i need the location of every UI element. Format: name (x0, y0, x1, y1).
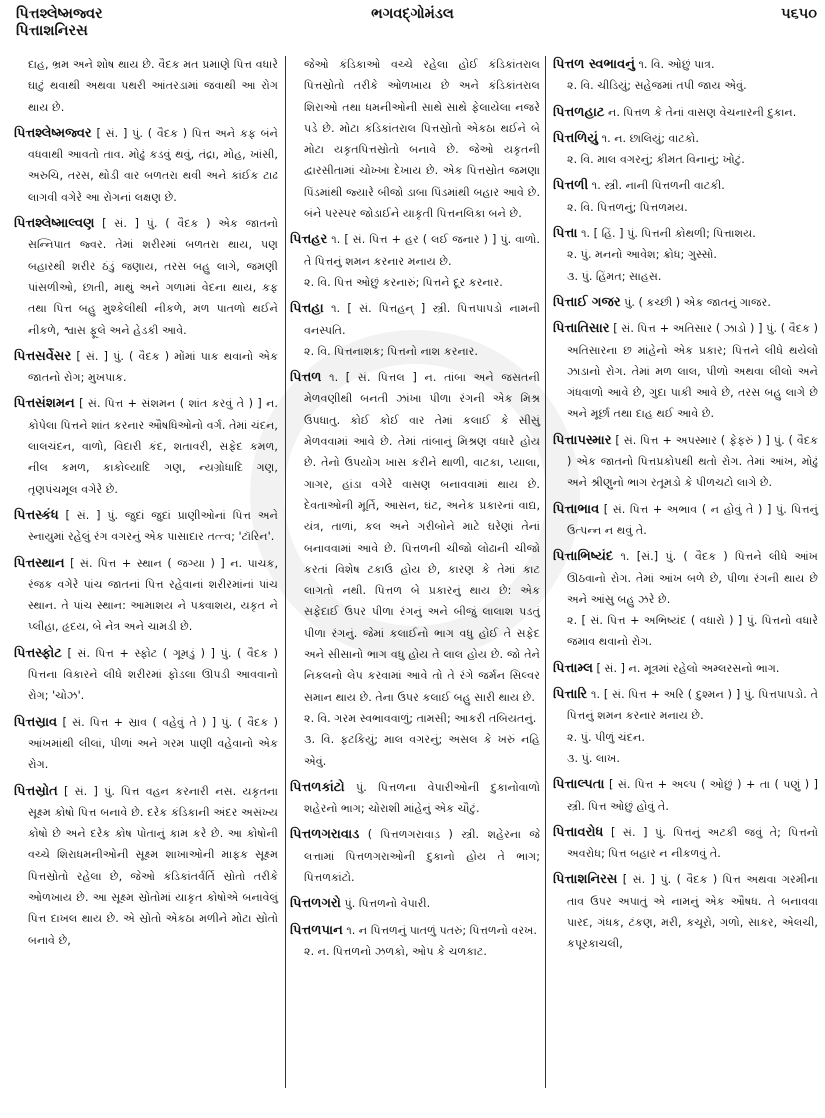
entry-sense: ૨. ન. પિત્તળનો ઝળકો, ઓપ કે ચળકાટ. (304, 944, 487, 958)
entry-sense: ૨. વિ. માલ વગરનું; કીમત વિનાનું; ખોટું. (567, 153, 745, 167)
entry-definition (553, 102, 818, 123)
entry-text: ન. પિત્તળ કે તેનાં વાસણ વેચનારની દુકાન. (608, 105, 797, 119)
dictionary-entry (553, 175, 818, 218)
entry-text: પું. ( કચ્છી ) એક જાતનું ગાજર. (624, 295, 771, 309)
entry-definition (14, 505, 278, 548)
dictionary-entry (553, 658, 818, 679)
entry-text: દાહ, ભ્રમ અને શોષ થાય છે. વૈદક મત પ્રમાણે પિત્ત વધારે ઘાટું થવાથી અથવા પથરી આંતરડામાં જવાથી આ રોગ થાય છે. (28, 58, 278, 114)
dictionary-entry (290, 824, 540, 888)
column-3 (553, 54, 818, 960)
entry-text: [ સં. ] પું. પિત્તનું અટકી જવું તે; પિત્તનો અવરોધ; પિત્ત બહાર ન નીકળવું તે. (567, 825, 818, 861)
entry-headword: પિત્તશ્લેષ્મજ્વર (14, 125, 92, 141)
entry-text: ૧. ન પિત્તળનું પાતળું પતરું; પિત્તળનો વરખ. (346, 923, 537, 937)
entry-sense: ૨. વિ. પિત્તળનું; પિત્તળમય. (567, 200, 688, 214)
page-number: ૫૬૫૦ (781, 6, 817, 22)
entry-definition (553, 546, 818, 610)
entry-text: જેઓ કંડિકાઓ વચ્ચે રહેલા હોઈ કંડિકાંતરાલ પિત્તસ્રોતો તરીકે ઓળખાય છે અને કંડિકાંતરાલ શિરાઓ તથા ધમનીઓની સાથે સાથે ફેલાયેલા નજરે પડે છે. મોટા કંડિકાંતરાલ પિત્તસ્રોતો એકઠા થઈને બે મોટા યકૃતપિત્તસ્રોતો બનાવે છે. જેઓ યકૃતની દ્વારસીતામાં ચોખ્ખા દેખાય છે. એક પિત્તસ્રોત જમણા પિંડમાંથી જ્યારે બીજો ડાબા પિંડમાંથી બહાર આવે છે. બંને પરસ્પર જોડાઈને યાકૃતી પિત્તનલિકા બને છે. (304, 58, 540, 221)
column-2 (290, 54, 540, 967)
entry-definition (553, 128, 818, 149)
entry-text: [ સં. પિત્ત + સ્રાવ ( વહેવું તે ) ] પું. ( વૈદક ) આંખમાંથી લીલાં, પીળાં અને ગરમ પાણી વહેવાનો એક રોગ. (28, 715, 278, 772)
entry-definition (290, 54, 540, 224)
entry-definition (14, 346, 278, 389)
entry-headword: પિત્તસ્થાન (14, 555, 65, 571)
entry-text: ૧. ન. છાલિયું; વાટકો. (601, 131, 699, 145)
dictionary-entry (553, 292, 818, 313)
dictionary-entry (553, 546, 818, 652)
entry-headword: પિત્તાપસ્માર (553, 432, 612, 448)
dictionary-entry (290, 54, 540, 224)
entry-sense: ૨. પું. મનનો આવેશ; ક્રોધ; ગુસ્સો. (567, 248, 717, 262)
entry-headword: પિત્તાવરોધ (553, 824, 604, 840)
entry-sense: ૨. વિ. ચીડિયું; સહેજમાં તપી જાય એવું. (567, 79, 747, 93)
entry-text: [ સં. પિત્ત + સ્થાન ( જગ્યા ) ] ન. પાચક, રંજક વગેરે પાંચ જાતનાં પિત્ત રહેવાનાં શરીરમાંનાં પાંચ સ્થાન. તે પાંચ સ્થાન: આમાશય ને પક્વાશય, યકૃત ને પ્લીહા, હૃદય, બે નેત્ર અને ચામડી છે. (28, 556, 278, 634)
entry-definition (553, 223, 818, 244)
entry-text: [ સં. ] પું. ( વૈદક ) પિત્ત અથવા ગરમીના તાવ ઉપર અપાતું એ નામનું એક ઔષધ. તે બનાવવા પારદ, ગંધક, ટંકણ, મરી, કચૂરો, ગળો, સાકર, એલચી, કપૂરકાચલી, (567, 873, 818, 951)
entry-headword: પિત્તળ સ્વભાવનું (553, 57, 635, 72)
dictionary-entry (553, 318, 818, 424)
entry-sense: ૩. પું. હિંમત; સાહસ. (567, 269, 662, 283)
entry-definition (553, 175, 818, 196)
entry-text: ૧. [ હિં. ] પું. પિત્તની કોથળી; પિત્તાશય. (581, 227, 756, 241)
dictionary-entry (553, 128, 818, 171)
page-header (0, 0, 825, 52)
dictionary-entry (14, 393, 278, 499)
entry-definition (553, 54, 818, 75)
dictionary-entry (14, 346, 278, 389)
entry-headword: પિત્તસ્રોત (14, 783, 58, 799)
entry-text: [ સં. પિત્ત + સંશમન ( શાંત કરવું તે ) ] ન. કોપેલા પિત્તને શાંત કરનાર ઔષધિઓનો વર્ગ. તેમાં ચંદન, લાલચંદન, વાળો, વિદારી કંદ, શતાવરી, સફેદ કમળ, નીલ કમળ, કાકોલ્યાદિ ગણ, ન્યગ્રોધાદિ ગણ, તૃણપંચમૂલ વગેરે છે. (28, 397, 278, 496)
entry-headword: પિત્તસ્ફોટ (14, 645, 62, 661)
entry-headword: પિત્તાશનિરસ (553, 872, 618, 888)
entry-definition (553, 684, 818, 727)
entry-headword: પિત્તળગરો (290, 896, 341, 912)
entry-headword: પિત્તળી (553, 178, 589, 194)
dictionary-entry (290, 229, 540, 293)
entry-text: ૧. [સં.] પું. ( વૈદક ) પિત્તને લીધે આંખ ઊઠવાનો રોગ. તેમાં આંખ બળે છે, પીળા રંગની થાય છે અને આંસુ બહુ ઝરે છે. (567, 550, 818, 606)
guide-word-last: પિત્તાશનિરસ (16, 23, 88, 39)
dictionary-entry (553, 102, 818, 123)
dictionary-entry (14, 505, 278, 548)
entry-text: [ સં. ] પું. જુદાં જુદાં પ્રાણીઓનાં પિત્ત અને સ્નાયુમાં રહેલું રંગ વગરનું એક પાસાદાર તત્ત્વ; 'ટૉરિન'. (28, 508, 278, 544)
entry-text: [ સં. ] પું. ( વૈદક ) પિત્ત અને કફ બંને વધવાથી આવતો તાવ. મોઢું કડવું થવું, તંદ્રા, મોહ, ખાંસી, અરુચિ, તરસ, થોડી વાર બળતરા થવી અને કાંઈક ટાઢ લાગવી વગેરે આ રોગનાં લક્ષણ છે. (28, 126, 278, 204)
entry-sense: ૩. વિ. ફટકિયું; માલ વગરનું; અસલ કે ખરું નહિ એવું. (304, 733, 540, 768)
entry-headword: પિત્તાભાવ (553, 501, 600, 517)
dictionary-entry (290, 920, 540, 963)
entry-headword: પિત્તહા (290, 301, 324, 317)
entry-headword: પિત્તાઈ ગજર (553, 294, 621, 310)
dictionary-entry (290, 893, 540, 914)
entry-definition (553, 430, 818, 494)
entry-headword: પિત્તસ્રાવ (14, 714, 58, 730)
entry-headword: પિત્તળગરાવાડ (290, 827, 360, 843)
entry-sense: ૨. વિ. ગરમ સ્વભાવવાળું; તામસી; આકરી તબિયતનું. (304, 711, 537, 725)
entry-sense: ૨. વિ. પિત્ત ઓછું કરનારું; પિત્તને દૂર કરનાર. (304, 275, 503, 289)
entry-definition (290, 229, 540, 272)
entry-text: [ સં. પિત્ત + અભાવ ( ન હોવું તે ) ] પું. પિત્તનું ઉત્પન્ન ન થવું તે. (567, 502, 818, 537)
entry-sense: ૨. [ સં. પિત્ત + અભિષ્યંદ ( વધારો ) ] પું. પિત્તનો વધારે જમાવ થવાનો રોગ. (567, 614, 818, 649)
entry-text: [ સં. પિત્ત + અપસ્માર ( ફેફરું ) ] પું. ( વૈદક ) એક જાતનો પિત્તપ્રકોપથી થતો રોગ. તેમાં આંખ, મોઢું અને શ્રીણુનો ભાગ રતૂમડો કે પીળચટો લાગે છે. (567, 433, 818, 490)
entry-text: ( પિત્તળગરાવાડ઼ ) સ્ત્રી. શહેરના જે લત્તામાં પિત્તળગરાઓની દુકાનો હોય તે ભાગ; પિત્તળકાંટો. (304, 828, 540, 884)
entry-text: ૧. [ સં. પિત્ત + હર ( લઈ જનાર ) ] પું. વાળો. તે પિત્તનું શમન કરનાર મનાય છે. (304, 233, 540, 268)
dictionary-entry (14, 712, 278, 776)
entry-headword: પિત્તસ્કંધ (14, 507, 59, 523)
entry-definition (553, 292, 818, 313)
entry-headword: પિત્તા (553, 226, 578, 242)
entry-text: ૧. વિ. ઓછું પાત્ર. (638, 58, 715, 71)
dictionary-entry (553, 822, 818, 865)
entry-text: [ સં. ] ન. મૂત્રમાં રહેલો અમ્લરસનો ભાગ. (596, 661, 780, 675)
entry-definition (553, 318, 818, 424)
entry-headword: પિત્તારિ (553, 687, 588, 703)
entry-definition (14, 643, 278, 707)
entry-definition (290, 777, 540, 820)
column-divider (285, 56, 286, 1088)
dictionary-entry (290, 298, 540, 362)
entry-headword: પિત્તળહાટ (553, 104, 605, 120)
entry-headword: પિત્તળ (290, 370, 322, 386)
dictionary-entry (553, 223, 818, 287)
entry-text: ૧. [ સં. પિત્ત + અરિ ( દુશ્મન ) ] પું. પિત્તપાપડો. તે પિત્તનું શમન કરનાર મનાય છે. (567, 688, 818, 723)
entry-definition (14, 213, 278, 341)
entry-headword: પિત્તાભિષ્યંદ (553, 549, 614, 565)
entry-text: ૧. સ્ત્રી. નાની પિત્તળની વાટકી. (591, 179, 725, 193)
entry-text: [ સં. ] પું. ( વૈદક ) એક જાતનો સન્નિપાત જ્વર. તેમાં શરીરમાં બળતરા થાય, પણ બહારથી શરીર ઠંડું જણાય, તરસ બહુ લાગે, જમણી પાંસળીઓ, છાતી, માથું અને ગળામાં વેદના થાય, કફ તથા પિત્ત બહુ મુશ્કેલીથી નીકળે, મળ પાતળો થઈને નીકળે, શ્વાસ ફૂલે અને હેડકી આવે. (28, 217, 278, 337)
entry-text: [ સં. ] પું. ( વૈદક ) મોંમાં પાક થવાનો એક જાતનો રોગ; મુખપાક. (28, 349, 279, 385)
entry-definition (553, 499, 818, 542)
dictionary-entry (290, 777, 540, 820)
entry-text: ૧. [ સં. પિત્તહન્ ] સ્ત્રી. પિત્તપાપડો નામની વનસ્પતિ. (304, 302, 540, 337)
entry-definition (290, 298, 540, 341)
entry-definition (553, 869, 818, 954)
entry-text: [ સં. પિત્ત + સ્ફોટ ( ગૂમડું ) ] પું. ( વૈદક ) પિત્તના વિકારને લીધે શરીરમાં ફોડલા ઊપડી આવવાનો રોગ; 'ચોઝ'. (28, 646, 278, 703)
entry-sense: ૨. વિ. પિત્તનાશક; પિત્તનો નાશ કરનાર. (304, 344, 478, 358)
entry-headword: પિત્તાલ્પતા (553, 777, 605, 793)
dictionary-entry (14, 123, 278, 208)
entry-text: પું. પિત્તળનો વેપારી. (344, 897, 431, 911)
entry-headword: પિત્તળિયું (553, 130, 599, 146)
entry-headword: પિત્તામ્લ (553, 660, 593, 676)
entry-definition (553, 658, 818, 679)
dictionary-entry (553, 774, 818, 817)
entry-definition (553, 774, 818, 817)
entry-text: [ સં. પિત્ત + અતિસાર ( ઝાડો ) ] પું. ( વૈદક ) અતિસારના છ માંહેનો એક પ્રકાર; પિત્તને લીધે થયેલો ઝાડાનો રોગ. તેમાં મળ લાલ, પીળો અથવા લીલો અને ગંધવાળો આવે છે, ગુદા પાકી આવે છે, તરસ બહુ લાગે છે અને મૂર્છા તથા દાહ થઈ આવે છે. (567, 322, 818, 421)
entry-headword: પિત્તાતિસાર (553, 321, 610, 337)
dictionary-entry (553, 499, 818, 542)
dictionary-entry (553, 430, 818, 494)
dictionary-entry (14, 643, 278, 707)
entry-definition (553, 822, 818, 865)
entry-definition (14, 553, 278, 638)
entry-text: પું. પિત્તળના વેપારીઓની દુકાનોવાળો શહેરનો ભાગ; ચોરાશી માંહેનું એક ચૌટું. (304, 780, 540, 816)
entry-text: [ સં. ] પું. પિત્ત વહન કરનારી નસ. યકૃતના સૂક્ષ્મ કોષો પિત્ત બનાવે છે. દરેક કંડિકાની અંદર અસંખ્ય કોષો છે અને દરેક કોષ પોતાનું કામ કરે છે. આ કોષોની વચ્ચે શિરાધમનીઓની સૂક્ષ્મ શાખાઓની માફક સૂક્ષ્મ પિત્તસ્રોતો રહેલા છે, જેઓ કંડિકાંતર્વર્તિ સ્રોતો તરીકે ઓળખાય છે. આ સૂક્ષ્મ સ્રોતોમાં યાકૃત કોષોએ બનાવેલું પિત્ત દાખલ થાય છે. એ સ્રોતો એકઠા મળીને મોટા સ્રોતો બનાવે છે, (28, 784, 278, 947)
entry-definition (14, 123, 278, 208)
dictionary-entry (14, 553, 278, 638)
entry-sense: ૨. પું. પીળું ચંદન. (567, 730, 645, 744)
column-divider (545, 56, 546, 1088)
entry-definition (290, 893, 540, 914)
column-1 (14, 54, 278, 956)
entry-headword: પિત્તશ્લેષ્માલ્વણ (14, 216, 95, 232)
dictionary-entry (14, 781, 278, 951)
entry-headword: પિત્તળકાંટો (290, 779, 345, 795)
dictionary-entry (553, 869, 818, 954)
entry-definition (14, 712, 278, 776)
dictionary-entry (14, 54, 278, 118)
dictionary-entry (553, 54, 818, 97)
entry-definition (290, 920, 540, 941)
entry-text: [ સં. પિત્ત + અલ્પ ( ઓછું ) + તા ( પણું ) ] સ્ત્રી. પિત્ત ઓછું હોવું તે. (567, 778, 818, 813)
dictionary-entry (553, 684, 818, 769)
entry-definition (14, 54, 278, 118)
book-title: ભગવદ્ગોમંડલ (371, 6, 454, 22)
entry-definition (14, 781, 278, 951)
entry-headword: પિત્તસંશમન (14, 396, 75, 412)
entry-text: ૧. [ સં. પિત્તલ ] ન. તાંબા અને જસતની મેળવણીથી બનતી ઝાંખા પીળા રંગની એક મિશ્ર ઉપધાતુ. કોઈ કોઈ વાર તેમાં કલાઈ કે સીસું મેળવવામાં આવે છે. તેમાં તાંબાનું મિશ્રણ વધારે હોય છે. તેનો ઉપયોગ ખાસ કરીને થાળી, વાટકા, પ્યાલા, ગાગર, હાંડા વગેરે વાસણ બનાવવામાં થાય છે. દેવતાઓની મૂર્તિ, આસન, ઘંટ, અનેક પ્રકારનાં વાદ્ય, યંત્ર, તાળાં, કલ અને ગરીબોને માટે ઘરેણાં તેનાં બનાવવામાં આવે છે. પિત્તળની ચીજો લોઢાની ચીજો કરતાં વિશેષ ટકાઉ હોય છે, કારણ કે તેમાં કાટ લાગતો નથી. પિત્તળ બે પ્રકારનું થાય છે: એક સફેદાઈ ઉપર પીળા રંગનું અને બીજું લાલાશ પડતું પીળા રંગનું. જેમાં કલાઈનો ભાગ વધુ હોઈ તે સફેદ અને સીસાનો ભાગ વધુ હોય તે લાલ હોય છે. જો તેને નિકલનો લેપ કરવામાં આવે તો તે રંગે જર્મન સિલ્વર સમાન થાય છે. તેના ઉપર કલાઈ બહુ સારી થાય છે. (304, 371, 540, 704)
entry-definition (290, 824, 540, 888)
entry-sense: ૩. પું. લાખ. (567, 751, 620, 765)
dictionary-entry (290, 367, 540, 772)
dictionary-entry (14, 213, 278, 341)
entry-definition (290, 367, 540, 708)
entry-definition (14, 393, 278, 499)
entry-headword: પિત્તહર (290, 232, 328, 248)
guide-word-first: પિત્તશ્લેષ્મજ્વર (16, 6, 103, 22)
entry-headword: પિત્તળપાન (290, 922, 343, 938)
entry-headword: પિત્તસર્વેસર (14, 348, 72, 364)
